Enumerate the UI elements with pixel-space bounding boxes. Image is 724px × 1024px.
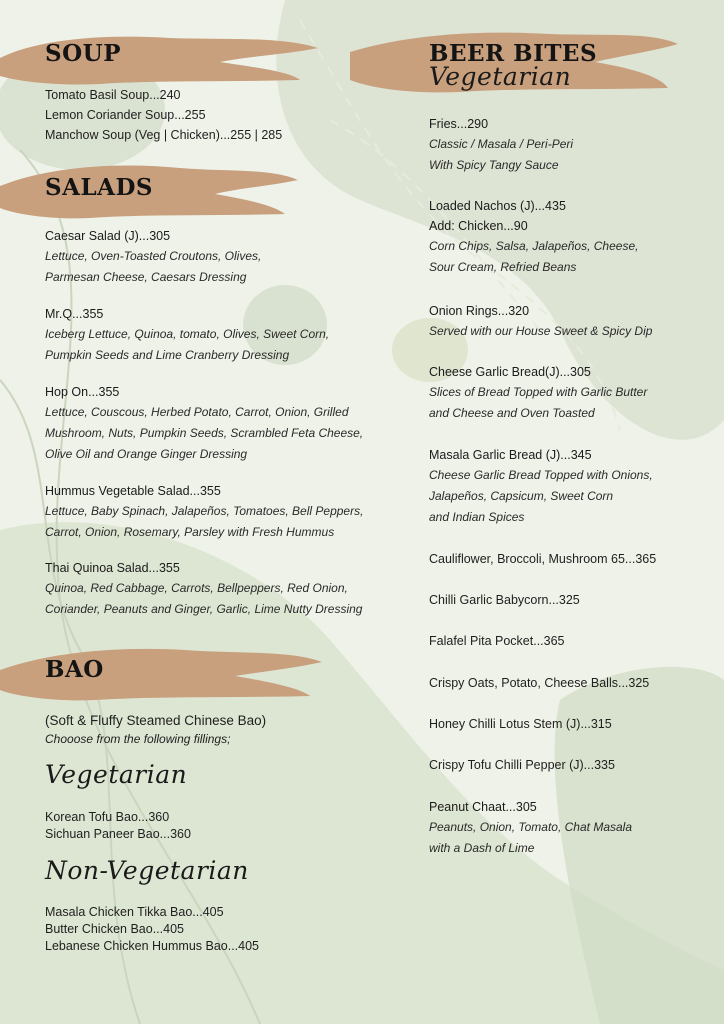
bao-nonveg-label: Non-Vegetarian [45, 856, 249, 885]
item-name: Onion Rings...320 [429, 304, 530, 318]
item-name: Caesar Salad (J)...305 [45, 229, 171, 243]
item-description: Iceberg Lettuce, Quinoa, tomato, Olives, Sweet Corn, [45, 327, 330, 341]
item-description: Peanuts, Onion, Tomato, Chat Masala [429, 820, 633, 834]
item-name: Peanut Chaat...305 [429, 800, 537, 814]
salads-heading: SALADS [45, 174, 154, 201]
beer-bite-item: Crispy Oats, Potato, Cheese Balls...325 [429, 676, 650, 690]
bao-nonveg-item: Lebanese Chicken Hummus Bao...405 [45, 939, 260, 953]
bao-nonveg-item: Masala Chicken Tikka Bao...405 [45, 905, 224, 919]
item-description: Lettuce, Oven-Toasted Croutons, Olives, [45, 249, 262, 263]
beer-bite-item: Falafel Pita Pocket...365 [429, 634, 565, 648]
beer-bites-heading: BEER BITES [429, 40, 598, 67]
beer-bite-item: Honey Chilli Lotus Stem (J)...315 [429, 717, 612, 731]
item-description: Lettuce, Couscous, Herbed Potato, Carrot, Onion, Grilled [45, 405, 349, 419]
item-description: Pumpkin Seeds and Lime Cranberry Dressing [45, 348, 290, 362]
item-description: with a Dash of Lime [429, 841, 535, 855]
soup-item: Lemon Coriander Soup...255 [45, 108, 206, 122]
salad-item [45, 226, 385, 288]
beer-bites-sub: Vegetarian [429, 62, 572, 91]
beer-bite-item [429, 445, 719, 528]
item-description: Classic / Masala / Peri-Peri [429, 137, 574, 151]
beer-bite-item: Crispy Tofu Chilli Pepper (J)...335 [429, 758, 615, 772]
item-description: Carrot, Onion, Rosemary, Parsley with Fresh Hummus [45, 525, 335, 539]
item-description: Slices of Bread Topped with Garlic Butter [429, 385, 648, 399]
beer-bite-item [429, 301, 719, 342]
beer-bite-item [429, 196, 719, 278]
item-name: Loaded Nachos (J)...435 [429, 199, 566, 213]
beer-bite-item [429, 362, 719, 424]
salad-item [45, 304, 385, 366]
item-description: Quinoa, Red Cabbage, Carrots, Bellpeppers, Red Onion, [45, 581, 348, 595]
item-description: Olive Oil and Orange Ginger Dressing [45, 447, 248, 461]
item-description: Parmesan Cheese, Caesars Dressing [45, 270, 247, 284]
item-description: Served with our House Sweet & Spicy Dip [429, 324, 653, 338]
item-name: Thai Quinoa Salad...355 [45, 561, 180, 575]
item-description: Mushroom, Nuts, Pumpkin Seeds, Scrambled Feta Cheese, [45, 426, 364, 440]
soup-heading: SOUP [45, 40, 121, 67]
bao-intro: (Soft & Fluffy Steamed Chinese Bao) [45, 713, 267, 728]
item-description: Corn Chips, Salsa, Jalapeños, Cheese, [429, 239, 639, 253]
item-description: Coriander, Peanuts and Ginger, Garlic, Lime Nutty Dressing [45, 602, 363, 616]
item-name: Mr.Q...355 [45, 307, 104, 321]
item-addon: Add: Chicken...90 [429, 219, 528, 233]
item-description: Sour Cream, Refried Beans [429, 260, 577, 274]
bao-veg-item: Korean Tofu Bao...360 [45, 810, 170, 824]
item-description: and Cheese and Oven Toasted [429, 406, 595, 420]
item-description: With Spicy Tangy Sauce [429, 158, 559, 172]
item-name: Fries...290 [429, 117, 489, 131]
bao-veg-item: Sichuan Paneer Bao...360 [45, 827, 191, 841]
beer-bite-item: Chilli Garlic Babycorn...325 [429, 593, 580, 607]
item-name: Hop On...355 [45, 385, 120, 399]
salad-item [45, 481, 385, 543]
item-description: Lettuce, Baby Spinach, Jalapeños, Tomatoes, Bell Peppers, [45, 504, 364, 518]
soup-item: Tomato Basil Soup...240 [45, 88, 181, 102]
salad-item [45, 558, 385, 620]
bao-heading: BAO [45, 656, 104, 683]
item-description: Cheese Garlic Bread Topped with Onions, [429, 468, 653, 482]
beer-bite-item [429, 797, 719, 859]
bao-intro-sub: Chooose from the following fillings; [45, 732, 231, 746]
bao-nonveg-item: Butter Chicken Bao...405 [45, 922, 184, 936]
beer-bite-item [429, 114, 719, 176]
bao-vegetarian-label: Vegetarian [45, 760, 188, 789]
beer-bite-item: Cauliflower, Broccoli, Mushroom 65...365 [429, 552, 657, 566]
item-name: Cheese Garlic Bread(J)...305 [429, 365, 591, 379]
item-description: and Indian Spices [429, 510, 525, 524]
item-description: Jalapeños, Capsicum, Sweet Corn [429, 489, 614, 503]
item-name: Masala Garlic Bread (J)...345 [429, 448, 592, 462]
item-name: Hummus Vegetable Salad...355 [45, 484, 221, 498]
soup-item: Manchow Soup (Veg | Chicken)...255 | 285 [45, 128, 283, 142]
salad-item [45, 382, 385, 465]
